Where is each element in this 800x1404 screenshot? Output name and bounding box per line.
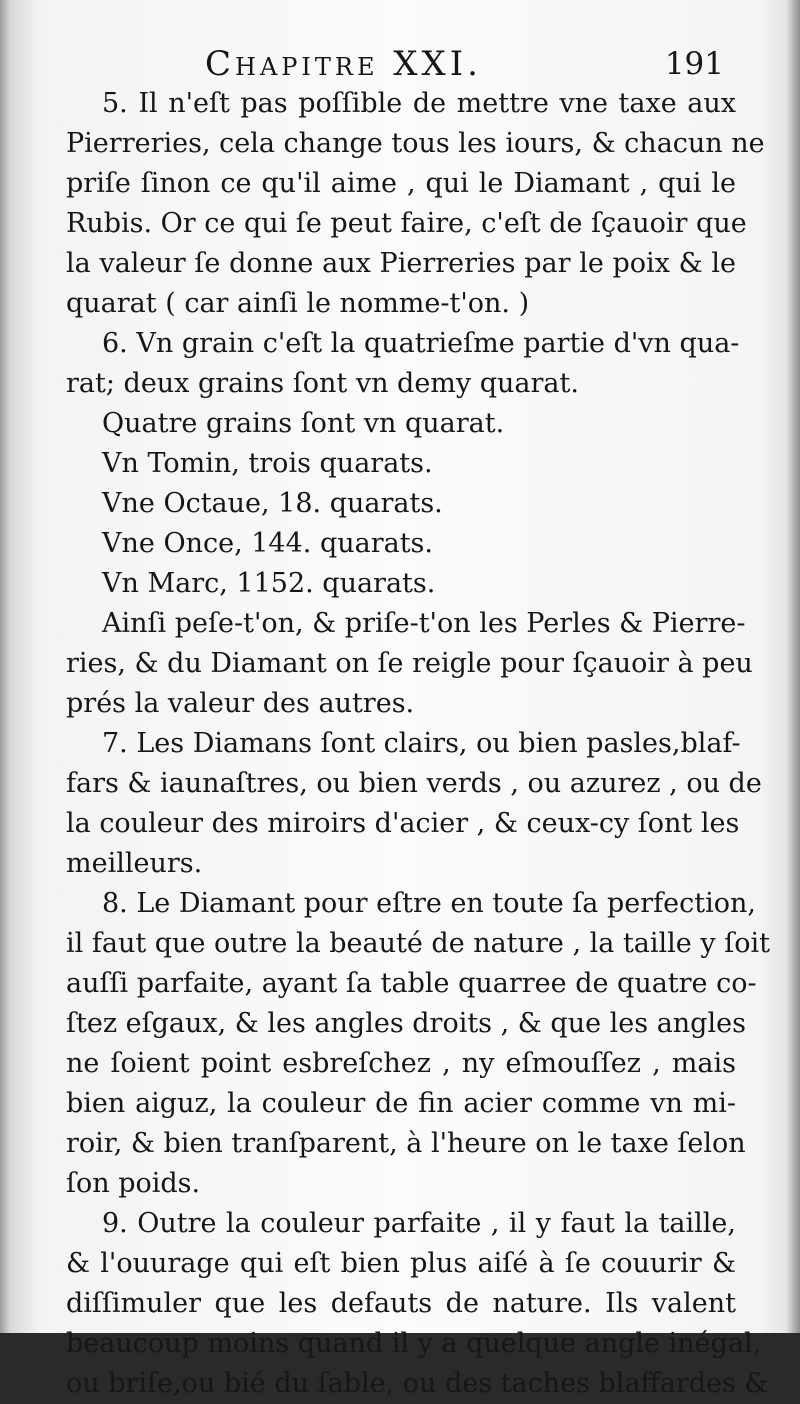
text-line: fars & iaunaſtres, ou bien verds , ou azurez , ou de bbox=[66, 768, 762, 799]
text-line: 5. Il n'eſt pas poſſible de mettre vne taxe aux bbox=[102, 88, 736, 119]
text-line: la valeur ſe donne aux Pierreries par le poix & le bbox=[66, 248, 736, 279]
text-line: ſon poids. bbox=[66, 1168, 201, 1199]
text-line: 8. Le Diamant pour eſtre en toute ſa perfection, bbox=[102, 888, 756, 919]
text-line: ſtez eſgaux, & les angles droits , & que les angles bbox=[66, 1008, 746, 1039]
chapter-title: Chapitre XXI. bbox=[205, 44, 482, 84]
page-number: 191 bbox=[664, 46, 724, 82]
text-line: Rubis. Or ce qui ſe peut faire, c'eſt de ſçauoir que bbox=[66, 208, 747, 239]
text-line: auſſi parfaite, ayant ſa table quarree de quatre co- bbox=[66, 968, 757, 999]
text-line: Vne Once, 144. quarats. bbox=[102, 528, 434, 559]
text-line: 7. Les Diamans ſont clairs, ou bien pasles,blaf- bbox=[102, 728, 741, 759]
text-line: il faut que outre la beauté de nature , la taille y ſoit bbox=[66, 928, 770, 959]
text-line: meilleurs. bbox=[66, 848, 203, 879]
text-line: bien aiguz, la couleur de fin acier comme vn mi- bbox=[66, 1088, 736, 1119]
text-line: priſe ſinon ce qu'il aime , qui le Diamant , qui le bbox=[66, 168, 736, 199]
text-line: prés la valeur des autres. bbox=[66, 688, 415, 719]
text-line: rat; deux grains ſont vn demy quarat. bbox=[66, 368, 579, 399]
page-header bbox=[0, 44, 800, 88]
text-line: Vne Octaue, 18. quarats. bbox=[102, 488, 443, 519]
text-line: Pierreries, cela change tous les iours, & chacun ne bbox=[66, 128, 765, 159]
text-line: roir, & bien tranſparent, à l'heure on le taxe ſelon bbox=[66, 1128, 746, 1159]
text-line: Vn Tomin, trois quarats. bbox=[102, 448, 433, 479]
text-line: Quatre grains ſont vn quarat. bbox=[102, 408, 505, 439]
text-line: ne ſoient point esbreſchez , ny eſmouſſez , mais bbox=[66, 1048, 736, 1079]
text-line: diſſimuler que les defauts de nature. Ils valent bbox=[66, 1288, 736, 1319]
text-line: 6. Vn grain c'eſt la quatrieſme partie d'vn qua- bbox=[102, 328, 740, 359]
text-line: ou briſe,ou bié du ſable, ou des taches blaffardes & bbox=[66, 1368, 769, 1399]
text-line: & l'ouurage qui eſt bien plus aiſé à ſe couurir & bbox=[66, 1248, 736, 1279]
text-line: Ainſi peſe-t'on, & priſe-t'on les Perles & Pierre- bbox=[102, 608, 746, 639]
text-line: 9. Outre la couleur parfaite , il y faut la taille, bbox=[102, 1208, 736, 1239]
text-line: la couleur des miroirs d'acier , & ceux-cy ſont les bbox=[66, 808, 740, 839]
text-line: beaucoup moins quand il y a quelque angle inégal, bbox=[66, 1328, 762, 1359]
text-line: ries, & du Diamant on ſe reigle pour ſçauoir à peu bbox=[66, 648, 753, 679]
text-line: Vn Marc, 1152. quarats. bbox=[102, 568, 436, 599]
text-line: quarat ( car ainſi le nomme-t'on. ) bbox=[66, 288, 530, 319]
